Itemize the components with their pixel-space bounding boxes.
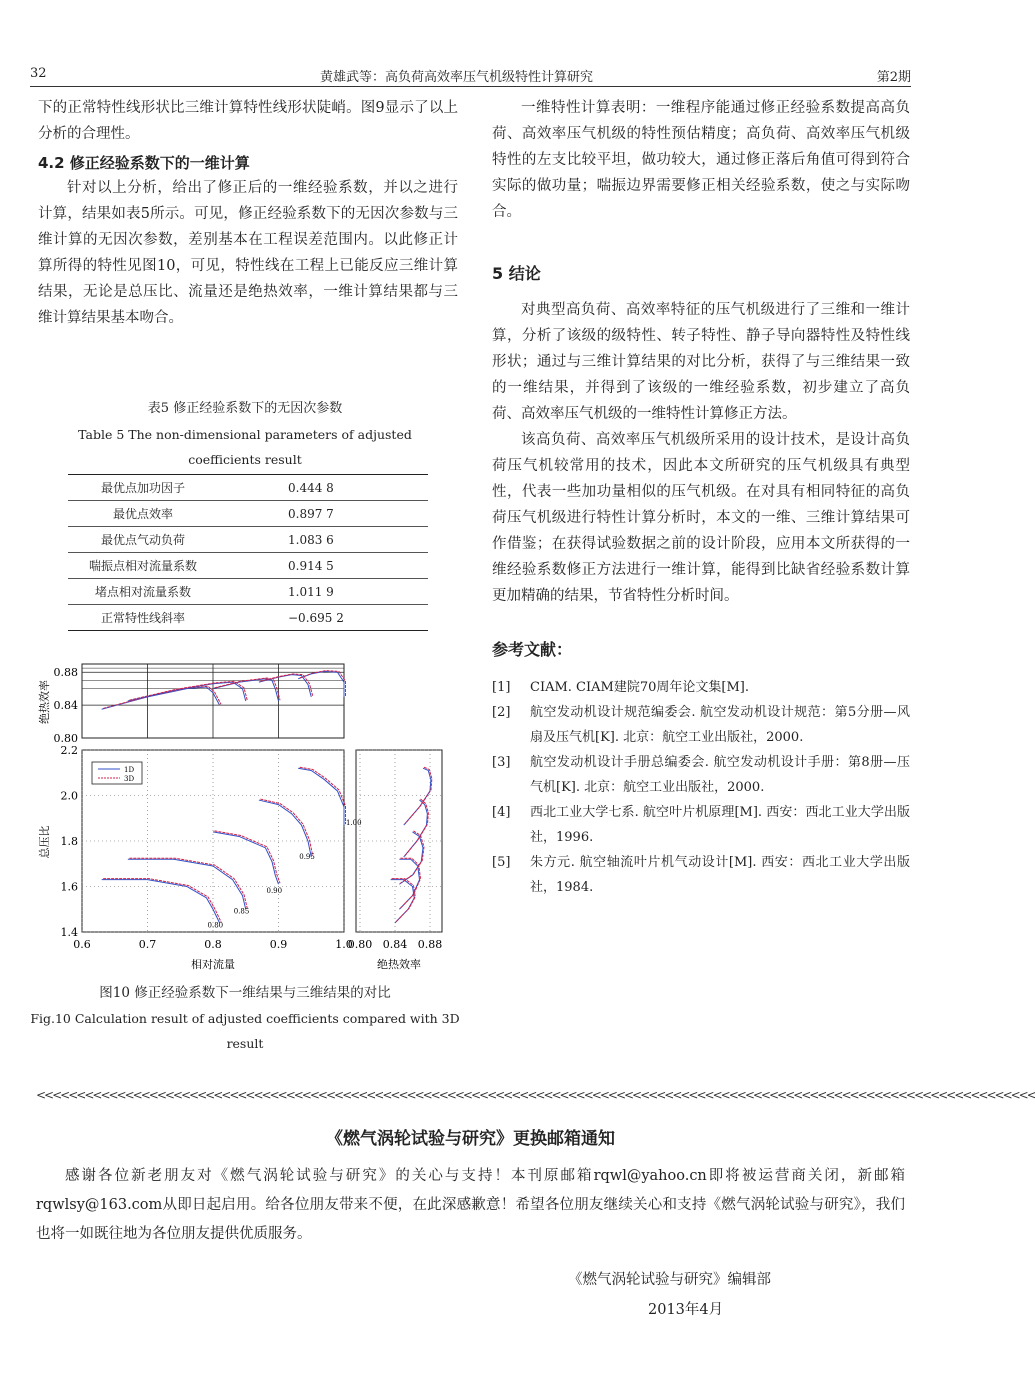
speed-line-1d-pr <box>128 859 246 909</box>
notice-date: 2013年4月 <box>648 1302 724 1318</box>
y-tick-label: 2.2 <box>60 744 78 757</box>
table-cell-value: 0.444 8 <box>218 475 428 501</box>
y-tick-label: 1.6 <box>60 880 78 894</box>
reference-text: 航空发动机设计手册总编委会. 航空发动机设计手册：第8册—压气机[K]. 北京：航空工业出版社，2000. <box>530 755 910 795</box>
reference-number: [1] <box>492 680 511 695</box>
speed-label: 0.80 <box>207 921 224 930</box>
table-caption-cn: 表5 修正经验系数下的无因次参数 <box>147 401 343 416</box>
x-tick-label: 0.6 <box>73 938 91 951</box>
speed-label: 1.00 <box>346 818 362 827</box>
x-tick-label: 1.0 <box>335 938 353 951</box>
left-paragraph-2: 针对以上分析，给出了修正后的一维经验系数，并以之进行计算，结果如表5所示。可见，修正经验系数下的无因次参数与三维计算的无因次参数，差别基本在工程误差范围内。以此修正计算所得的特性见图10，可见，特性线在工程上已能反应三维计算结果，无论是总压比、流量还是绝热效率，一维计算结果都与三维计算结果基本吻合。 <box>38 180 458 326</box>
speed-line-1d-pr <box>298 768 344 825</box>
table-row <box>68 605 428 631</box>
right-column <box>492 95 910 900</box>
y-tick-label: 2.0 <box>60 789 78 803</box>
speed-label: 0.95 <box>299 853 315 861</box>
y-tick-label: 1.8 <box>60 835 78 848</box>
legend-3d-label: 3D <box>124 775 135 783</box>
reference-number: [4] <box>492 805 511 820</box>
table-cell-label: 最优点效率 <box>68 501 218 527</box>
reference-text: CIAM. CIAM建院70周年论文集[M]. <box>530 680 749 695</box>
page-number: 32 <box>30 66 47 81</box>
speed-line-1d-eff <box>298 671 344 696</box>
table-row <box>68 501 428 527</box>
speed-label: 0.90 <box>266 887 283 896</box>
legend-1d-label: 1D <box>124 766 135 774</box>
figure-10-chart <box>30 652 450 977</box>
reference-text: 西北工业大学七系. 航空叶片机原理[M]. 西安：西北工业大学出版社，1996. <box>530 805 910 845</box>
table-row <box>68 579 428 605</box>
speed-label: 0.85 <box>233 907 250 916</box>
y-tick-label: 0.84 <box>53 699 78 713</box>
table-row <box>68 475 428 501</box>
decorative-divider: <<<<<<<<<<<<<<<<<<<<<<<<<<<<<<<<<<<<<<<<<<<<<<<<<<<<<<<<<<<<<<<<<<<<<<<<<<<<<<<<<<<<<<<<<<<<<<<<<<<<<<<<<<<<<<<<<<<<<<<<<<<< <box>36 1088 1035 1102</box>
references-heading: 参考文献： <box>492 640 573 659</box>
reference-number: [5] <box>492 855 511 870</box>
left-paragraph-1: 下的正常特性线形状比三维计算特性线形状陡峭。图9显示了以上分析的合理性。 <box>38 100 458 142</box>
reference-text: 航空发动机设计规范编委会. 航空发动机设计规范：第5分册—风扇及压气机[K]. 北京：航空工业出版社，2000. <box>530 705 910 745</box>
speed-line-1d-pr <box>259 800 311 857</box>
reference-item <box>492 675 910 700</box>
x-tick-label: 0.9 <box>269 938 288 951</box>
x-tick-label: 0.88 <box>417 938 443 951</box>
eff-x-axis-label: 绝热效率 <box>377 958 421 971</box>
y-tick-label: 0.88 <box>53 666 78 680</box>
x-tick-label: 0.80 <box>347 938 373 951</box>
speed-line-1d-pr <box>213 832 279 884</box>
speed-line-3d-pr <box>103 879 221 922</box>
reference-number: [2] <box>492 705 511 720</box>
figure-caption-en: Fig.10 Calculation result of adjusted coefficients compared with 3D result <box>30 1011 460 1051</box>
reference-item <box>492 800 910 850</box>
issue-number: 第2期 <box>876 70 911 85</box>
reference-text: 朱方元. 航空轴流叶片机气动设计[M]. 西安：西北工业大学出版社，1984. <box>530 855 910 895</box>
running-title: 黄雄武等：高负荷高效率压气机级特性计算研究 <box>320 70 594 85</box>
speed-line-3d-pr <box>260 799 312 856</box>
speed-line-1d-eff <box>102 687 220 709</box>
x-tick-label: 0.7 <box>138 938 157 951</box>
table-cell-value: −0.695 2 <box>218 605 428 631</box>
table-cell-value: 1.083 6 <box>218 527 428 553</box>
speed-line-3d-pr <box>129 858 247 908</box>
table-cell-label: 喘振点相对流量系数 <box>68 553 218 579</box>
figure-10-caption <box>30 980 460 1056</box>
x-tick-label: 0.8 <box>204 938 222 951</box>
reference-number: [3] <box>492 755 511 770</box>
notice-body: 感谢各位新老朋友对《燃气涡轮试验与研究》的关心与支持！本刊原邮箱rqwl@yahoo.cn即将被运营商关闭，新邮箱rqwlsy@163.com从即日起启用。给各位朋友带来不便，在此深感歉意！希望各位朋友继续关心和支持《燃气涡轮试验与研究》，我们也将一如既往地为各位朋友提供优质服务。 <box>36 1168 905 1242</box>
left-column <box>38 95 458 331</box>
right-paragraph-1: 一维特性计算表明：一维程序能通过修正经验系数提高高负荷、高效率压气机级的特性预估精度；高负荷、高效率压气机级特性的左支比较平坦，做功较大，通过修正落后角值可得到符合实际的做功量；喘振边界需要修正相关经验系数，使之与实际吻合。 <box>492 100 910 220</box>
table-cell-label: 堵点相对流量系数 <box>68 579 218 605</box>
speed-line-1d-pr-eff <box>391 880 415 923</box>
speed-line-1d-pr <box>102 880 220 923</box>
eff-axis-label: 绝热效率 <box>38 680 51 724</box>
notice-title: 《燃气涡轮试验与研究》更换邮箱通知 <box>326 1129 615 1149</box>
grid-lines <box>82 664 442 932</box>
section-heading-4-2: 4.2 修正经验系数下的一维计算 <box>38 154 250 172</box>
table-cell-label: 正常特性线斜率 <box>68 605 218 631</box>
table-caption-en: Table 5 The non-dimensional parameters of adjusted coefficients result <box>78 427 412 467</box>
legend <box>92 762 142 784</box>
y-tick-label: 0.80 <box>53 732 78 745</box>
x-tick-label: 0.84 <box>382 938 408 951</box>
flow-axis-label: 相对流量 <box>191 958 235 971</box>
table-5-block <box>60 396 430 631</box>
reference-item <box>492 700 910 750</box>
speed-lines <box>102 671 432 930</box>
speed-line-3d-pr-eff <box>392 879 416 922</box>
reference-item <box>492 750 910 800</box>
table-cell-label: 最优点加功因子 <box>68 475 218 501</box>
table-row <box>68 527 428 553</box>
speed-line-3d-eff <box>260 674 312 696</box>
notice-signature: 《燃气涡轮试验与研究》编辑部 <box>568 1272 771 1288</box>
speed-line-1d-eff <box>213 679 279 701</box>
figure-caption-cn: 图10 修正经验系数下一维结果与三维结果的对比 <box>99 985 391 1001</box>
table-row <box>68 553 428 579</box>
pr-axis-label: 总压比 <box>38 825 51 859</box>
table-cell-value: 0.897 7 <box>218 501 428 527</box>
table-cell-label: 最优点气动负荷 <box>68 527 218 553</box>
section-heading-5: 5 结论 <box>492 264 541 283</box>
y-tick-label: 1.4 <box>60 926 78 939</box>
running-header <box>30 62 911 87</box>
table-cell-value: 1.011 9 <box>218 579 428 605</box>
right-paragraph-3: 该高负荷、高效率压气机级所采用的设计技术，是设计高负荷压气机较常用的技术，因此本文所研究的压气机级具有典型性，代表一些加功量相似的压气机级。在对具有相同特征的高负荷压气机级进行特性计算分析时，本文的一维、三维计算结果可作借鉴；在获得试验数据之前的设计阶段，应用本文所获得的一维经验系数修正方法进行一维计算，能得到比缺省经验系数计算更加精确的结果，节省特性分析时间。 <box>492 432 910 604</box>
table-cell-value: 0.914 5 <box>218 553 428 579</box>
right-paragraph-2: 对典型高负荷、高效率特征的压气机级进行了三维和一维计算，分析了该级的级特性、转子特性、静子导向器特性及特性线形状；通过与三维计算结果的对比分析，获得了与三维结果一致的一维结果，并得到了该级的一维经验系数，初步建立了高负荷、高效率压气机级的一维特性计算修正方法。 <box>492 302 910 422</box>
references-list <box>492 675 910 900</box>
reference-item <box>492 850 910 900</box>
table-5 <box>68 474 428 631</box>
